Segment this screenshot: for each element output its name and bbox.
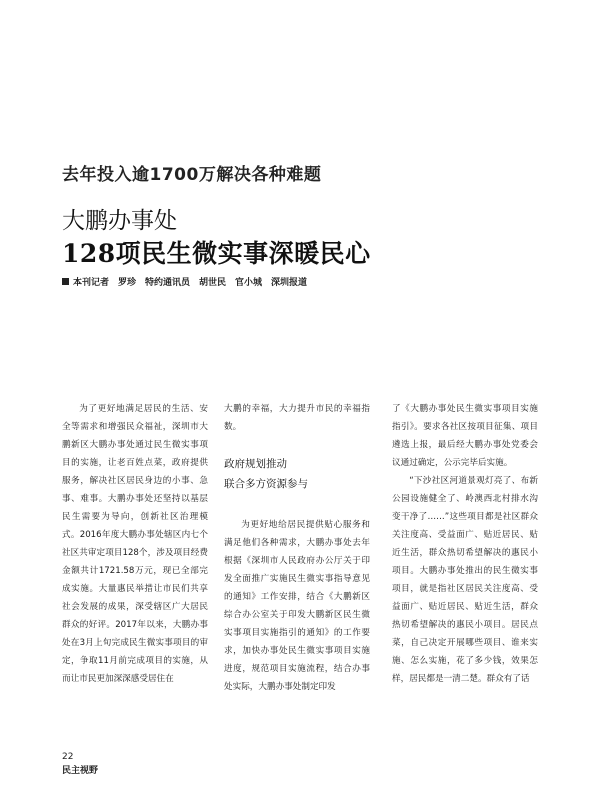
text-column-1 [62, 400, 208, 780]
article-title-line1: 大鹏办事处 [62, 208, 177, 234]
byline-square-icon [62, 278, 69, 285]
col3-paragraph: “下沙社区河道景观灯亮了、布新公园设施健全了、岭澳西北村排水沟变干净了……”这些项目都是社区群众关注度高、受益面广、贴近居民、贴近生活，群众热切希望解决的惠民小项目。大鹏办事处推出的民生微实事项目，就是指社区居民关注度高、受益面广、贴近居民、贴近生活，群众热切希望解决的惠民小项目。居民点菜，自己决定开展哪些项目、谁来实施、怎么实施，花了多少钱，效果怎样，居民都是一清二楚。群众有了话 [392, 476, 538, 684]
magazine-name: 民主视野 [62, 766, 99, 776]
col2-spacer [224, 436, 370, 454]
col2-subhead-line2: 联合多方资源参与 [224, 478, 308, 490]
article-byline [62, 275, 542, 288]
col3-paragraph-continued: 了《大鹏办事处民生微实事项目实施指引》。要求各社区按项目征集、项目遴选上报，最后经大鹏办事处党委会议通过确定，公示完毕后实施。 [392, 404, 538, 468]
col1-paragraph: 为了更好地满足居民的生活、安全等需求和增强民众福祉，深圳市大鹏新区大鹏办事处通过民生微实事项目的实施，让老百姓点菜，政府提供服务，解决社区居民身边的小事、急事、难事。大鹏办事处还坚持以基层民生需要为导向，创新社区治理模式。2016年度大鹏办事处辖区内七个社区共审定项目128个，涉及项目经费金额共计1721.58万元，现已全部完成实施。大量惠民举措让市民们共享社会发展的成果，深受辖区广大居民群众的好评。2017年以来，大鹏办事处在3月上旬完成民生微实事项目的审定，争取11月前完成项目的实施，从而让市民更加深深感受居住在 [62, 404, 208, 684]
col2-paragraph-continued: 大鹏的幸福，大力提升市民的幸福指数。 [224, 404, 370, 432]
article-title-line2: 128项民生微实事深暖民心 [62, 239, 371, 268]
page-number: 22 [62, 752, 74, 762]
col2-subhead-line1: 政府规划推动 [224, 458, 287, 470]
text-column-2 [224, 400, 370, 780]
article-kicker: 去年投入逾1700万解决各种难题 [62, 165, 322, 185]
text-column-3 [392, 400, 538, 780]
col2-spacer-2 [224, 498, 370, 516]
byline-text: 本刊记者 罗珍 特约通讯员 胡世民 官小城 深圳报道 [73, 278, 308, 288]
col2-paragraph: 为更好地给居民提供贴心服务和满足他们各种需求，大鹏办事处去年根据《深圳市人民政府办公厅关于印发全面推广实施民生微实事指导意见的通知》工作安排，结合《大鹏新区综合办公室关于印发大鹏新区民生微实事项目实施指引的通知》的工作要求，加快办事处民生微实事项目实施进度，规范项目实施流程，结合办事处实际，大鹏办事处制定印发 [224, 520, 370, 692]
